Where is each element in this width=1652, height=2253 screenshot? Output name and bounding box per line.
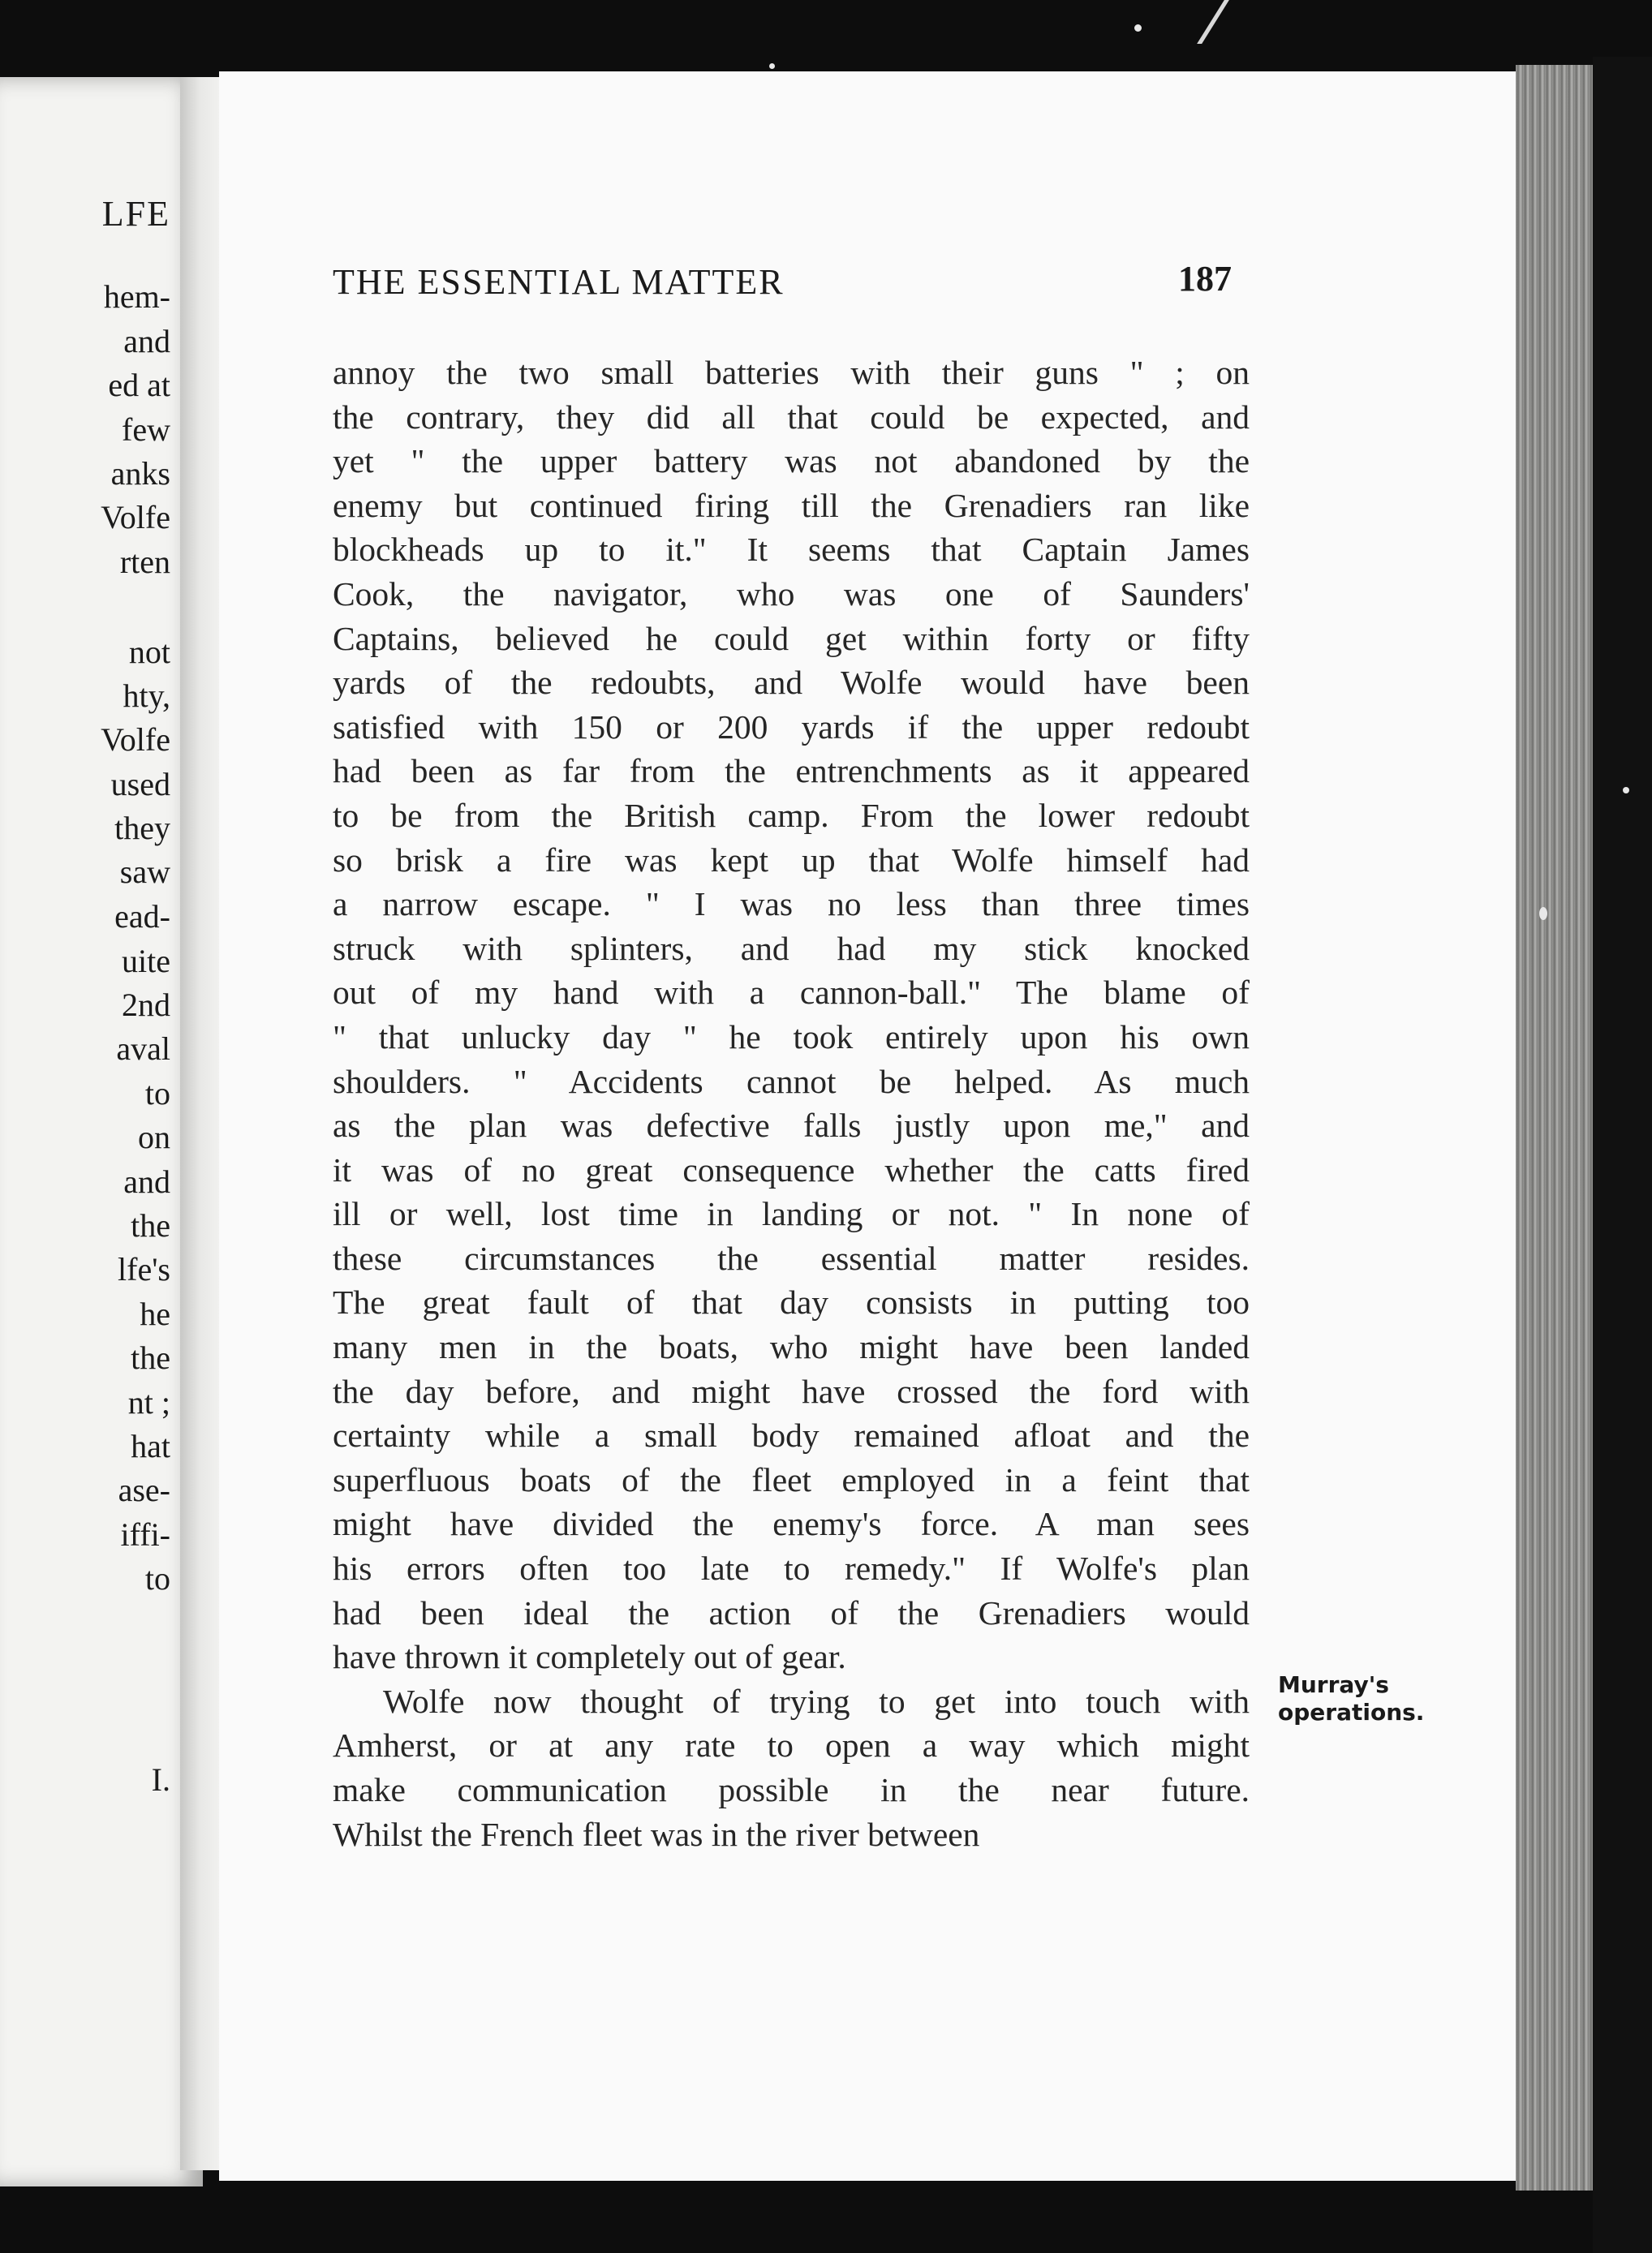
text-line: Amherst, or at any rate to open a way which might: [333, 1726, 1250, 1765]
left-page-line: and: [123, 323, 170, 359]
left-page-line: they: [114, 810, 170, 846]
left-page-line: hem-: [103, 278, 170, 315]
page-edges: [1516, 65, 1593, 2191]
left-page-line: the: [131, 1339, 170, 1376]
left-page-line: ead-: [114, 898, 170, 935]
text-line: his errors often too late to remedy." If Wolfe's plan: [333, 1550, 1250, 1588]
text-line: a narrow escape. " I was no less than three times: [333, 885, 1250, 923]
left-page-line: he: [140, 1296, 170, 1332]
left-page-line: to: [144, 1560, 170, 1597]
text-line: ill or well, lost time in landing or not. " In none of: [333, 1195, 1250, 1233]
left-page-line: and: [123, 1163, 170, 1200]
text-line: Captains, believed he could get within forty or fifty: [333, 619, 1250, 657]
text-line: The great fault of that day consists in putting too: [333, 1283, 1250, 1322]
left-page-line: uite: [122, 943, 170, 979]
body-text: [333, 350, 1250, 1856]
left-page-line: I.: [151, 1761, 170, 1798]
left-page-line: lfe's: [118, 1251, 170, 1288]
text-line: Wolfe now thought of trying to get into touch with: [383, 1682, 1250, 1720]
left-page: [0, 77, 203, 2186]
text-line: struck with splinters, and had my stick knocked: [333, 929, 1250, 967]
film-speck: [1134, 24, 1142, 32]
text-line: superfluous boats of the fleet employed in a feint that: [333, 1460, 1250, 1498]
left-page-line: the: [131, 1207, 170, 1244]
text-line: enemy but continued firing till the Grenadiers ran like: [333, 486, 1250, 524]
text-line: many men in the boats, who might have been landed: [333, 1328, 1250, 1366]
text-line: satisfied with 150 or 200 yards if the upper redoubt: [333, 707, 1250, 746]
left-page-line: Volfe: [101, 499, 170, 535]
left-page-line: anks: [110, 455, 170, 492]
text-line: " that unlucky day " he took entirely upon his own: [333, 1017, 1250, 1056]
marginal-note-line: Murray's: [1278, 1671, 1389, 1698]
text-line: the day before, and might have crossed the ford with: [333, 1372, 1250, 1410]
film-speck: [1539, 907, 1547, 920]
text-line: the contrary, they did all that could be expected, and: [333, 398, 1250, 436]
left-page-line: ed at: [108, 367, 170, 403]
left-page-line: saw: [119, 853, 170, 890]
text-line: as the plan was defective falls justly upon me," and: [333, 1107, 1250, 1145]
running-header: THE ESSENTIAL MATTER: [333, 262, 785, 302]
left-page-line: used: [110, 766, 170, 802]
text-line: make communication possible in the near future.: [333, 1771, 1250, 1808]
left-page-line: iffi-: [120, 1516, 170, 1553]
text-line: blockheads up to it." It seems that Captain James: [333, 531, 1250, 569]
left-page-line: not: [128, 634, 170, 670]
film-speck: [1623, 787, 1629, 793]
left-page-line: nt ;: [127, 1384, 170, 1421]
text-line: so brisk a fire was kept up that Wolfe himself had: [333, 841, 1250, 879]
text-line: Whilst the French fleet was in the river between: [333, 1815, 980, 1853]
left-page-line: Volfe: [101, 721, 170, 758]
text-line: yet " the upper battery was not abandoned by the: [333, 442, 1250, 480]
left-page-line: rten: [119, 544, 170, 580]
left-page-line: LFE: [101, 194, 170, 234]
text-line: had been ideal the action of the Grenadiers would: [333, 1593, 1250, 1632]
left-page-line: aval: [116, 1030, 170, 1067]
left-page-line: hty,: [123, 677, 170, 714]
left-page-line: hat: [131, 1428, 170, 1464]
text-line: have thrown it completely out of gear.: [333, 1638, 846, 1676]
text-line: annoy the two small batteries with their guns " ; on: [333, 354, 1250, 391]
text-line: it was of no great consequence whether the catts fired: [333, 1150, 1250, 1189]
film-scratch: [1197, 0, 1262, 44]
text-line: to be from the British camp. From the lower redoubt: [333, 796, 1250, 834]
text-line: certainty while a small body remained afloat and the: [333, 1417, 1250, 1455]
text-line: these circumstances the essential matter resides.: [333, 1239, 1250, 1277]
marginal-note-line: operations.: [1278, 1699, 1425, 1726]
page-number: 187: [1178, 259, 1232, 299]
left-page-line: ase-: [118, 1472, 170, 1508]
left-page-line: on: [138, 1119, 170, 1155]
background-edge: [1593, 57, 1652, 2253]
left-page-line: few: [122, 411, 170, 448]
text-line: had been as far from the entrenchments as it appeared: [333, 752, 1250, 790]
left-page-line: 2nd: [122, 987, 170, 1023]
marginal-note: [1278, 1671, 1424, 1726]
text-line: might have divided the enemy's force. A man sees: [333, 1505, 1250, 1543]
left-page-line: to: [144, 1075, 170, 1111]
text-line: yards of the redoubts, and Wolfe would have been: [333, 664, 1250, 702]
text-line: shoulders. " Accidents cannot be helped. As much: [333, 1062, 1250, 1100]
text-line: out of my hand with a cannon-ball." The blame of: [333, 974, 1250, 1012]
film-speck: [769, 63, 775, 69]
text-line: Cook, the navigator, who was one of Saunders': [333, 574, 1250, 613]
